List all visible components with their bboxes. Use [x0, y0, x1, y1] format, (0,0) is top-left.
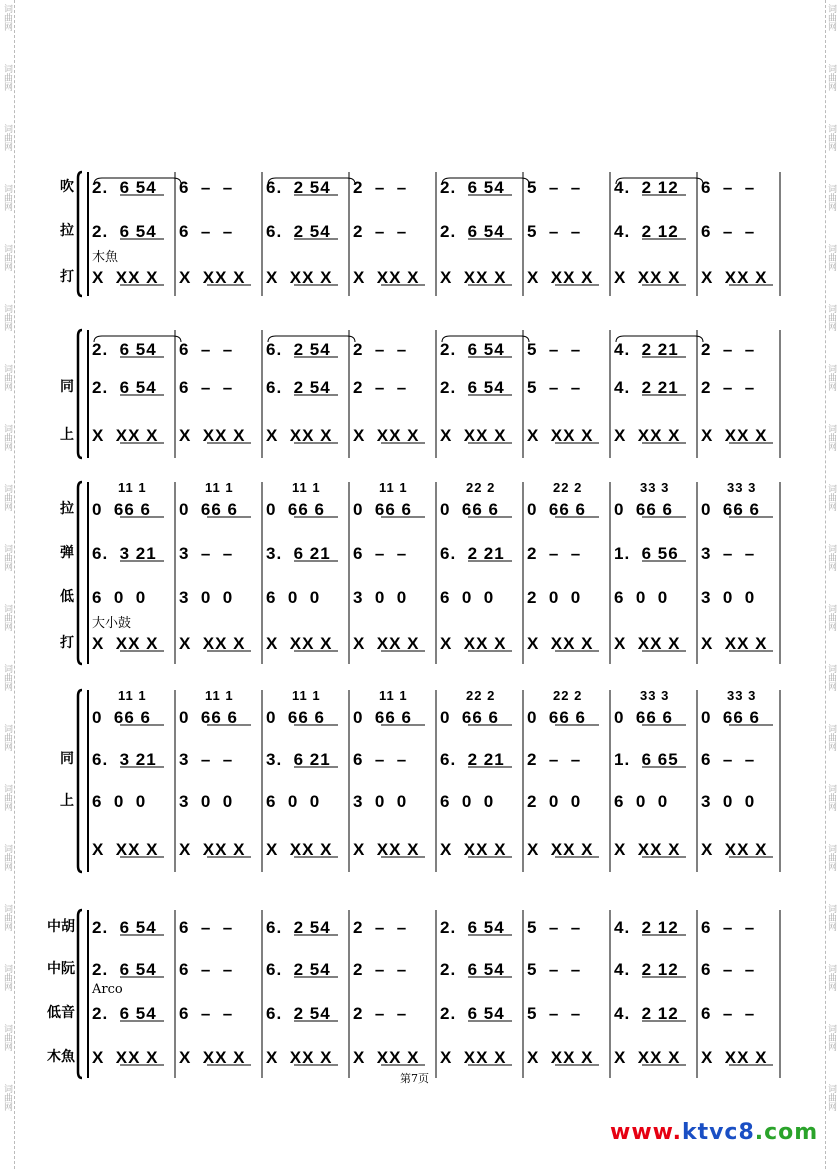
watermark-text: 词曲网	[826, 1084, 836, 1111]
measure-notes: 6 – –	[701, 960, 756, 979]
measure-notes: X XX X	[527, 634, 594, 653]
upper-voice-notes: 11 1	[379, 480, 408, 495]
watermark-text: 词曲网	[2, 4, 12, 31]
measure-notes: 5 – –	[527, 378, 582, 397]
measure-notes: X XX X	[353, 268, 420, 287]
measure-notes: 3 – –	[179, 750, 234, 769]
watermark-text: 词曲网	[2, 304, 12, 331]
measure-notes: 6 0 0	[92, 588, 147, 607]
upper-voice-notes: 11 1	[292, 688, 321, 703]
upper-voice-notes: 22 2	[466, 480, 496, 495]
measure-notes: X XX X	[266, 268, 333, 287]
measure-notes: 0 66 6	[614, 708, 673, 727]
part-label: 上	[60, 427, 74, 443]
measure-notes: 2 0 0	[527, 792, 582, 811]
measure-notes: 6 0 0	[266, 588, 321, 607]
part-label: 上	[60, 793, 74, 809]
watermark-text: 词曲网	[826, 484, 836, 511]
measure-notes: 6 0 0	[614, 588, 669, 607]
watermark-text: 词曲网	[2, 1024, 12, 1051]
measure-notes: X XX X	[179, 1048, 246, 1067]
upper-voice-notes: 11 1	[118, 480, 147, 495]
logo-prefix: www.	[610, 1120, 682, 1145]
measure-notes: 1. 6 56	[614, 544, 679, 563]
measure-notes: 2. 6 54	[440, 378, 505, 397]
measure-notes: 6. 2 54	[266, 340, 331, 359]
upper-voice-notes: 22 2	[553, 480, 583, 495]
measure-notes: 2 – –	[353, 340, 408, 359]
measure-notes: 6 – –	[353, 750, 408, 769]
measure-notes: 2 – –	[701, 340, 756, 359]
measure-notes: X XX X	[92, 426, 159, 445]
measure-notes: X XX X	[527, 268, 594, 287]
upper-voice-notes: 11 1	[292, 480, 321, 495]
part-label: 拉	[60, 501, 74, 517]
measure-notes: X XX X	[92, 268, 159, 287]
measure-notes: 2 – –	[701, 378, 756, 397]
measure-notes: 2. 6 54	[440, 960, 505, 979]
measure-notes: X XX X	[701, 426, 768, 445]
measure-notes: 5 – –	[527, 960, 582, 979]
measure-notes: X XX X	[701, 1048, 768, 1067]
watermark-text: 词曲网	[2, 184, 12, 211]
measure-notes: 4. 2 12	[614, 918, 679, 937]
watermark-text: 词曲网	[2, 904, 12, 931]
upper-voice-notes: 11 1	[205, 480, 234, 495]
measure-notes: X XX X	[440, 634, 507, 653]
measure-notes: 0 66 6	[179, 708, 238, 727]
part-label: 同	[60, 751, 74, 767]
watermark-text: 词曲网	[826, 784, 836, 811]
measure-notes: 5 – –	[527, 918, 582, 937]
measure-notes: 6. 3 21	[92, 544, 157, 563]
part-label: 低音	[47, 1005, 75, 1021]
measure-notes: 2. 6 54	[92, 178, 157, 197]
measure-notes: 2 – –	[353, 222, 408, 241]
measure-notes: 2. 6 54	[92, 222, 157, 241]
upper-voice-notes: 33 3	[727, 688, 757, 703]
watermark-text: 词曲网	[2, 1084, 12, 1111]
measure-notes: X XX X	[614, 1048, 681, 1067]
watermark-text: 词曲网	[826, 1024, 836, 1051]
measure-notes: 3 0 0	[179, 792, 234, 811]
measure-notes: 4. 2 12	[614, 960, 679, 979]
measure-notes: 0 66 6	[353, 500, 412, 519]
measure-notes: 6 – –	[701, 750, 756, 769]
watermark-text: 词曲网	[2, 844, 12, 871]
system-bracket	[78, 910, 82, 1078]
measure-notes: 2. 6 54	[440, 178, 505, 197]
measure-notes: 3 – –	[701, 544, 756, 563]
upper-voice-notes: 22 2	[466, 688, 496, 703]
measure-notes: 3 0 0	[179, 588, 234, 607]
measure-notes: 5 – –	[527, 340, 582, 359]
measure-notes: X XX X	[614, 634, 681, 653]
part-label: 低	[60, 589, 74, 605]
measure-notes: 6. 2 54	[266, 222, 331, 241]
watermark-text: 词曲网	[826, 244, 836, 271]
measure-notes: 4. 2 12	[614, 222, 679, 241]
measure-notes: 0 66 6	[440, 500, 499, 519]
measure-notes: 3. 6 21	[266, 750, 331, 769]
measure-notes: X XX X	[353, 634, 420, 653]
part-label: 中胡	[47, 919, 75, 935]
measure-notes: 6. 2 21	[440, 544, 505, 563]
measure-notes: 3. 6 21	[266, 544, 331, 563]
measure-notes: 2. 6 54	[440, 222, 505, 241]
watermark-text: 词曲网	[2, 784, 12, 811]
watermark-text: 词曲网	[2, 364, 12, 391]
measure-notes: X XX X	[353, 1048, 420, 1067]
measure-notes: 6 – –	[179, 378, 234, 397]
watermark-text: 词曲网	[2, 244, 12, 271]
watermark-text: 词曲网	[2, 724, 12, 751]
measure-notes: X XX X	[701, 268, 768, 287]
measure-notes: 2 – –	[353, 1004, 408, 1023]
measure-notes: 0 66 6	[527, 708, 586, 727]
measure-notes: 0 66 6	[440, 708, 499, 727]
measure-notes: 0 66 6	[353, 708, 412, 727]
measure-notes: X XX X	[266, 426, 333, 445]
measure-notes: 5 – –	[527, 1004, 582, 1023]
logo-suffix: .com	[754, 1120, 819, 1145]
measure-notes: 2 – –	[353, 960, 408, 979]
measure-notes: 3 – –	[179, 544, 234, 563]
measure-notes: 6. 2 54	[266, 1004, 331, 1023]
measure-notes: 2 – –	[353, 918, 408, 937]
watermark-text: 词曲网	[2, 604, 12, 631]
measure-notes: 6 – –	[353, 544, 408, 563]
measure-notes: X XX X	[92, 840, 159, 859]
measure-notes: 6 0 0	[440, 588, 495, 607]
measure-notes: 2. 6 54	[92, 918, 157, 937]
measure-notes: 1. 6 65	[614, 750, 679, 769]
measure-notes: 6 – –	[701, 918, 756, 937]
measure-notes: 3 0 0	[701, 792, 756, 811]
measure-notes: 6 – –	[179, 178, 234, 197]
measure-notes: 6. 2 54	[266, 960, 331, 979]
measure-notes: 6 – –	[179, 222, 234, 241]
watermark-text: 词曲网	[826, 184, 836, 211]
upper-voice-notes: 11 1	[118, 688, 147, 703]
part-label: 同	[60, 379, 74, 395]
watermark-text: 词曲网	[2, 484, 12, 511]
upper-voice-notes: 22 2	[553, 688, 583, 703]
part-label: 打	[60, 635, 74, 651]
measure-notes: 4. 2 21	[614, 340, 679, 359]
measure-notes: 2 – –	[353, 378, 408, 397]
measure-notes: 0 66 6	[92, 708, 151, 727]
measure-notes: 6 0 0	[614, 792, 669, 811]
measure-notes: X XX X	[353, 840, 420, 859]
watermark-text: 词曲网	[826, 964, 836, 991]
measure-notes: X XX X	[266, 634, 333, 653]
measure-notes: X XX X	[179, 840, 246, 859]
measure-notes: X XX X	[527, 426, 594, 445]
watermark-text: 词曲网	[2, 424, 12, 451]
watermark-text: 词曲网	[2, 124, 12, 151]
watermark-text: 词曲网	[826, 724, 836, 751]
measure-notes: 6 0 0	[266, 792, 321, 811]
part-label: 中阮	[47, 961, 75, 977]
measure-notes: X XX X	[614, 268, 681, 287]
measure-notes: X XX X	[440, 268, 507, 287]
page-label: 第7页	[400, 1072, 429, 1085]
measure-notes: 3 0 0	[353, 588, 408, 607]
upper-voice-notes: 11 1	[205, 688, 234, 703]
measure-notes: 6. 2 54	[266, 918, 331, 937]
instrument-annotation: 大小鼓	[92, 616, 132, 631]
upper-voice-notes: 33 3	[640, 480, 670, 495]
measure-notes: X XX X	[92, 1048, 159, 1067]
part-label: 吹	[60, 179, 74, 195]
measure-notes: X XX X	[179, 634, 246, 653]
watermark-text: 词曲网	[826, 4, 836, 31]
measure-notes: 0 66 6	[614, 500, 673, 519]
measure-notes: X XX X	[440, 840, 507, 859]
measure-notes: 5 – –	[527, 178, 582, 197]
measure-notes: X XX X	[179, 426, 246, 445]
measure-notes: X XX X	[527, 840, 594, 859]
upper-voice-notes: 33 3	[727, 480, 757, 495]
measure-notes: 0 66 6	[266, 708, 325, 727]
measure-notes: 6 – –	[179, 960, 234, 979]
watermark-text: 词曲网	[2, 544, 12, 571]
measure-notes: 6 – –	[179, 1004, 234, 1023]
measure-notes: 4. 2 12	[614, 1004, 679, 1023]
measure-notes: X XX X	[353, 426, 420, 445]
measure-notes: 4. 2 12	[614, 178, 679, 197]
watermark-text: 词曲网	[826, 364, 836, 391]
watermark-text: 词曲网	[826, 904, 836, 931]
measure-notes: 2. 6 54	[92, 378, 157, 397]
watermark-text: 词曲网	[826, 424, 836, 451]
measure-notes: 2. 6 54	[440, 340, 505, 359]
measure-notes: 6. 2 54	[266, 378, 331, 397]
watermark-text: 词曲网	[826, 304, 836, 331]
measure-notes: 6 0 0	[92, 792, 147, 811]
watermark-text: 词曲网	[826, 64, 836, 91]
measure-notes: 2 – –	[527, 750, 582, 769]
instrument-annotation: Arco	[92, 982, 123, 997]
part-label: 打	[60, 269, 74, 285]
measure-notes: X XX X	[701, 634, 768, 653]
measure-notes: X XX X	[179, 268, 246, 287]
measure-notes: 3 0 0	[353, 792, 408, 811]
measure-notes: 4. 2 21	[614, 378, 679, 397]
measure-notes: X XX X	[266, 1048, 333, 1067]
watermark-text: 词曲网	[2, 964, 12, 991]
measure-notes: 3 0 0	[701, 588, 756, 607]
upper-voice-notes: 33 3	[640, 688, 670, 703]
measure-notes: X XX X	[440, 426, 507, 445]
logo-brand: ktvc8	[681, 1120, 755, 1145]
measure-notes: 6 – –	[179, 340, 234, 359]
measure-notes: 2 0 0	[527, 588, 582, 607]
watermark-text: 词曲网	[826, 124, 836, 151]
measure-notes: 2. 6 54	[92, 340, 157, 359]
watermark-text: 词曲网	[826, 844, 836, 871]
measure-notes: X XX X	[614, 426, 681, 445]
measure-notes: 2. 6 54	[440, 918, 505, 937]
measure-notes: X XX X	[527, 1048, 594, 1067]
measure-notes: 6 – –	[701, 1004, 756, 1023]
measure-notes: X XX X	[92, 634, 159, 653]
watermark-text: 词曲网	[826, 664, 836, 691]
measure-notes: 6. 2 21	[440, 750, 505, 769]
measure-notes: 2. 6 54	[440, 1004, 505, 1023]
part-label: 弹	[60, 545, 74, 561]
part-label: 拉	[60, 223, 74, 239]
measure-notes: 6 – –	[179, 918, 234, 937]
measure-notes: X XX X	[701, 840, 768, 859]
measure-notes: 6. 2 54	[266, 178, 331, 197]
measure-notes: X XX X	[266, 840, 333, 859]
measure-notes: 0 66 6	[527, 500, 586, 519]
measure-notes: 0 66 6	[92, 500, 151, 519]
part-label: 木魚	[47, 1049, 75, 1065]
site-logo	[610, 1120, 818, 1145]
measure-notes: 0 66 6	[179, 500, 238, 519]
measure-notes: X XX X	[440, 1048, 507, 1067]
measure-notes: X XX X	[614, 840, 681, 859]
upper-voice-notes: 11 1	[379, 688, 408, 703]
measure-notes: 2. 6 54	[92, 960, 157, 979]
measure-notes: 6 – –	[701, 222, 756, 241]
measure-notes: 0 66 6	[266, 500, 325, 519]
measure-notes: 5 – –	[527, 222, 582, 241]
measure-notes: 0 66 6	[701, 708, 760, 727]
watermark-text: 词曲网	[826, 604, 836, 631]
watermark-text: 词曲网	[826, 544, 836, 571]
watermark-text: 词曲网	[2, 64, 12, 91]
measure-notes: 6. 3 21	[92, 750, 157, 769]
instrument-annotation: 木魚	[92, 250, 119, 265]
measure-notes: 6 0 0	[440, 792, 495, 811]
watermark-text: 词曲网	[2, 664, 12, 691]
measure-notes: 2. 6 54	[92, 1004, 157, 1023]
measure-notes: 0 66 6	[701, 500, 760, 519]
measure-notes: 6 – –	[701, 178, 756, 197]
measure-notes: 2 – –	[353, 178, 408, 197]
measure-notes: 2 – –	[527, 544, 582, 563]
